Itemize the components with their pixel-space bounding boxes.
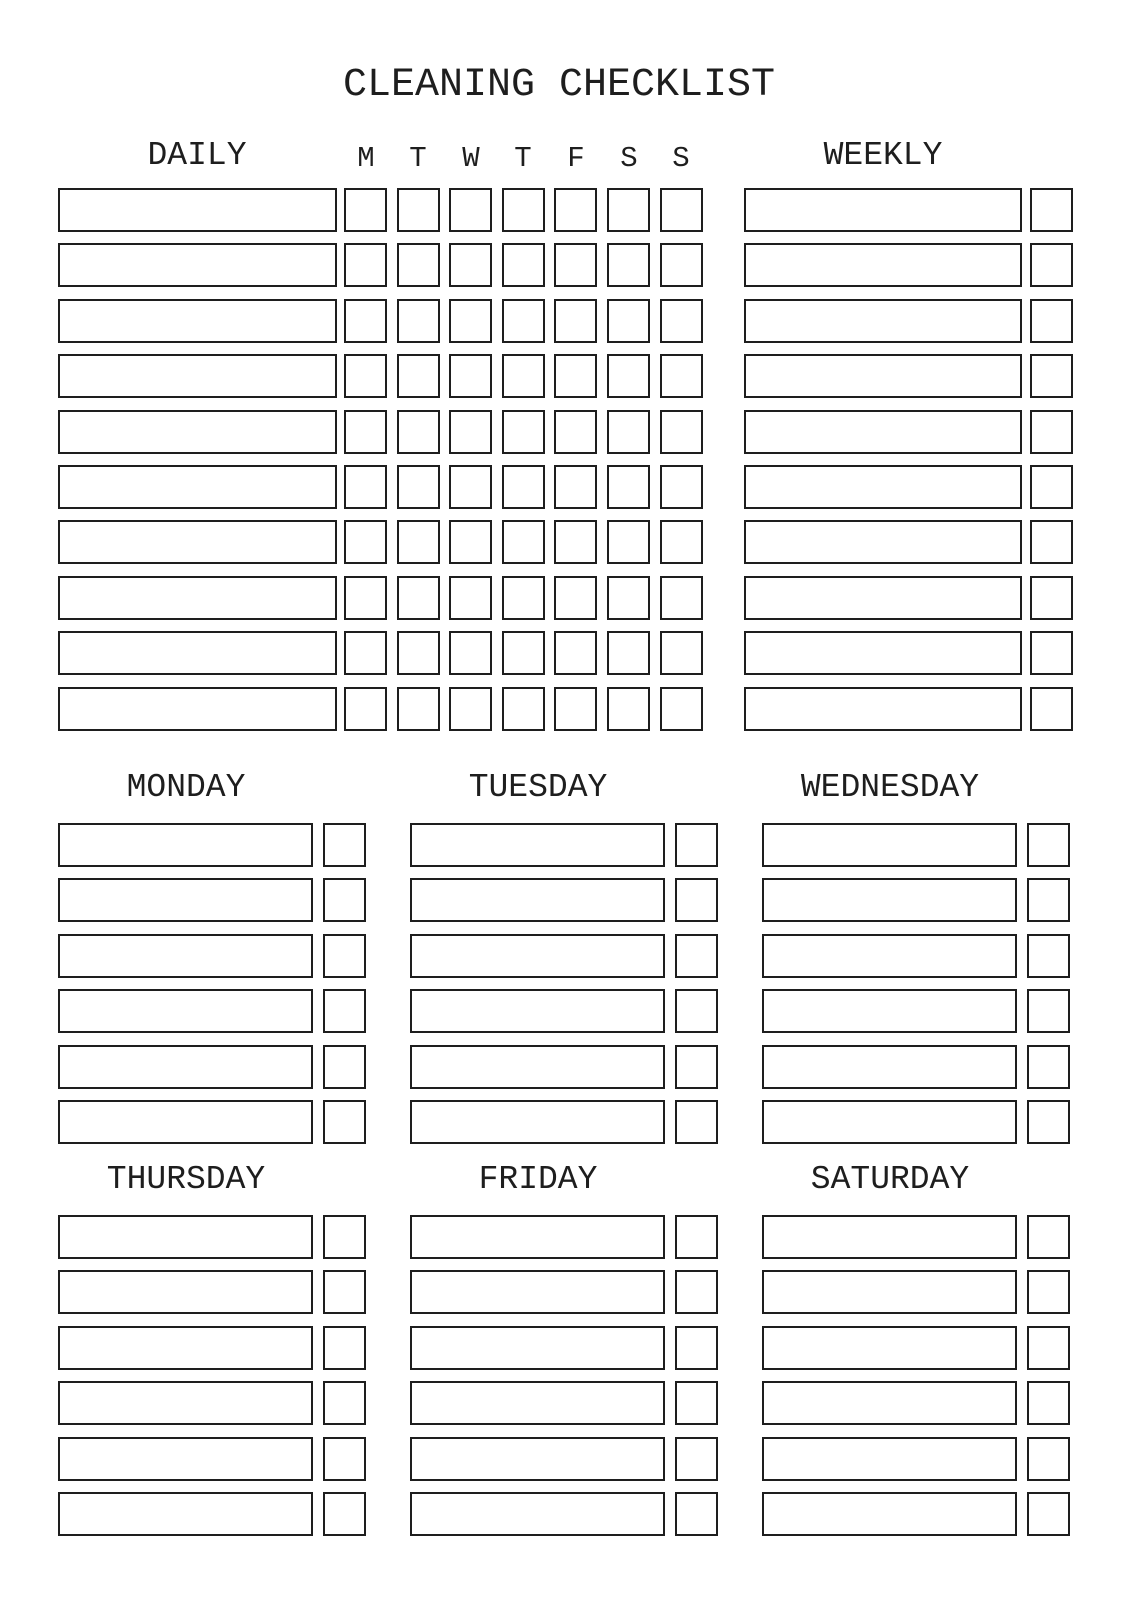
monday-checkbox[interactable] [323,1100,366,1144]
saturday-task-line[interactable] [762,1215,1017,1259]
daily-checkbox-thursday[interactable] [502,299,545,343]
daily-checkbox-row [344,243,703,287]
daily-checkbox-thursday[interactable] [502,188,545,232]
daily-checkbox-wednesday[interactable] [449,410,492,454]
daily-checkbox-wednesday[interactable] [449,687,492,731]
daily-checkbox-saturday[interactable] [607,687,650,731]
thursday-task-line[interactable] [58,1381,313,1425]
tuesday-checkbox[interactable] [675,1100,718,1144]
daily-checkbox-monday[interactable] [344,354,387,398]
monday-checkbox[interactable] [323,823,366,867]
daily-checkbox-thursday[interactable] [502,687,545,731]
thursday-task-list [58,1215,313,1536]
saturday-checkbox[interactable] [1027,1326,1070,1370]
monday-task-list [58,823,313,1144]
wednesday-checkbox[interactable] [1027,1100,1070,1144]
daily-checkbox-row [344,631,703,675]
wednesday-checkbox[interactable] [1027,1045,1070,1089]
daily-checkbox-monday[interactable] [344,631,387,675]
daily-checkbox-sunday[interactable] [660,687,703,731]
monday-checkbox-list [323,823,366,1144]
daily-checkbox-sunday[interactable] [660,243,703,287]
wednesday-checkbox[interactable] [1027,989,1070,1033]
daily-checkbox-friday[interactable] [554,520,597,564]
daily-checkbox-wednesday[interactable] [449,243,492,287]
daily-checkbox-sunday[interactable] [660,354,703,398]
saturday-checkbox[interactable] [1027,1270,1070,1314]
thursday-checkbox-list [323,1215,366,1536]
daily-checkbox-saturday[interactable] [607,299,650,343]
daily-task-line[interactable] [58,410,337,454]
friday-checkbox[interactable] [675,1326,718,1370]
daily-checkbox-thursday[interactable] [502,465,545,509]
friday-checkbox[interactable] [675,1492,718,1536]
thursday-section-header: THURSDAY [106,1161,266,1198]
daily-checkbox-thursday[interactable] [502,410,545,454]
daily-checkbox-sunday[interactable] [660,520,703,564]
day-letter-thursday: T [514,142,532,175]
daily-task-line[interactable] [58,354,337,398]
weekly-checkbox-list [1030,188,1073,731]
daily-checkbox-wednesday[interactable] [449,631,492,675]
daily-checkbox-sunday[interactable] [660,465,703,509]
daily-checkbox-saturday[interactable] [607,188,650,232]
daily-checkbox-friday[interactable] [554,354,597,398]
daily-checkbox-tuesday[interactable] [397,354,440,398]
saturday-task-line[interactable] [762,1381,1017,1425]
daily-checkbox-monday[interactable] [344,687,387,731]
daily-task-line[interactable] [58,299,337,343]
thursday-checkbox[interactable] [323,1492,366,1536]
daily-checkbox-monday[interactable] [344,520,387,564]
tuesday-section-header: TUESDAY [468,769,608,806]
friday-checkbox[interactable] [675,1437,718,1481]
daily-checkbox-sunday[interactable] [660,188,703,232]
friday-task-line[interactable] [410,1381,665,1425]
daily-checkbox-sunday[interactable] [660,410,703,454]
thursday-checkbox[interactable] [323,1326,366,1370]
wednesday-task-line[interactable] [762,1100,1017,1144]
monday-checkbox[interactable] [323,934,366,978]
weekly-task-line[interactable] [744,576,1022,620]
friday-task-list [410,1215,665,1536]
daily-checkbox-wednesday[interactable] [449,576,492,620]
wednesday-task-list [762,823,1017,1144]
friday-checkbox[interactable] [675,1381,718,1425]
monday-checkbox[interactable] [323,989,366,1033]
wednesday-task-line[interactable] [762,989,1017,1033]
tuesday-checkbox-list [675,823,718,1144]
daily-checkbox-monday[interactable] [344,243,387,287]
daily-checkbox-grid [344,188,703,731]
tuesday-checkbox[interactable] [675,823,718,867]
saturday-checkbox-list [1027,1215,1070,1536]
weekly-task-line[interactable] [744,631,1022,675]
weekly-task-list [744,188,1022,731]
saturday-task-line[interactable] [762,1492,1017,1536]
daily-task-line[interactable] [58,576,337,620]
wednesday-section-header: WEDNESDAY [800,769,980,806]
monday-task-line[interactable] [58,989,313,1033]
daily-checkbox-wednesday[interactable] [449,465,492,509]
monday-section-header: MONDAY [126,769,246,806]
daily-checkbox-saturday[interactable] [607,410,650,454]
day-letter-saturday: S [620,142,638,175]
daily-task-line[interactable] [58,631,337,675]
daily-checkbox-wednesday[interactable] [449,188,492,232]
daily-checkbox-row [344,354,703,398]
day-letter-friday: F [567,142,585,175]
monday-checkbox[interactable] [323,1045,366,1089]
day-letter-tuesday: T [409,142,427,175]
weekly-checkbox[interactable] [1030,299,1073,343]
weekly-checkbox[interactable] [1030,576,1073,620]
weekly-section-header: WEEKLY [823,137,943,174]
tuesday-task-line[interactable] [410,934,665,978]
daily-section-header: DAILY [147,137,247,174]
tuesday-checkbox[interactable] [675,934,718,978]
friday-task-line[interactable] [410,1270,665,1314]
daily-checkbox-row [344,410,703,454]
daily-checkbox-tuesday[interactable] [397,188,440,232]
monday-checkbox[interactable] [323,878,366,922]
daily-checkbox-friday[interactable] [554,465,597,509]
daily-checkbox-thursday[interactable] [502,354,545,398]
daily-checkbox-thursday[interactable] [502,631,545,675]
page-title: CLEANING CHECKLIST [342,63,776,108]
daily-checkbox-row [344,299,703,343]
daily-checkbox-monday[interactable] [344,410,387,454]
tuesday-checkbox[interactable] [675,989,718,1033]
weekly-checkbox[interactable] [1030,687,1073,731]
daily-task-line[interactable] [58,243,337,287]
weekly-task-line[interactable] [744,188,1022,232]
thursday-task-line[interactable] [58,1270,313,1314]
daily-task-list [58,188,337,731]
wednesday-task-line[interactable] [762,823,1017,867]
thursday-task-line[interactable] [58,1215,313,1259]
daily-checkbox-saturday[interactable] [607,465,650,509]
daily-checkbox-sunday[interactable] [660,631,703,675]
day-letter-sunday: S [672,142,690,175]
daily-checkbox-saturday[interactable] [607,576,650,620]
tuesday-task-line[interactable] [410,1100,665,1144]
daily-checkbox-friday[interactable] [554,576,597,620]
saturday-checkbox[interactable] [1027,1492,1070,1536]
daily-checkbox-tuesday[interactable] [397,520,440,564]
saturday-section-header: SATURDAY [810,1161,970,1198]
daily-checkbox-friday[interactable] [554,299,597,343]
tuesday-task-list [410,823,665,1144]
saturday-task-line[interactable] [762,1270,1017,1314]
wednesday-checkbox[interactable] [1027,934,1070,978]
daily-checkbox-row [344,520,703,564]
wednesday-checkbox-list [1027,823,1070,1144]
weekly-checkbox[interactable] [1030,410,1073,454]
daily-checkbox-friday[interactable] [554,188,597,232]
weekly-task-line[interactable] [744,243,1022,287]
weekly-checkbox[interactable] [1030,354,1073,398]
weekly-task-line[interactable] [744,410,1022,454]
day-letter-monday: M [357,142,375,175]
saturday-checkbox[interactable] [1027,1437,1070,1481]
friday-task-line[interactable] [410,1437,665,1481]
wednesday-task-line[interactable] [762,934,1017,978]
saturday-checkbox[interactable] [1027,1381,1070,1425]
daily-checkbox-friday[interactable] [554,410,597,454]
daily-checkbox-saturday[interactable] [607,243,650,287]
thursday-checkbox[interactable] [323,1270,366,1314]
tuesday-checkbox[interactable] [675,878,718,922]
daily-checkbox-monday[interactable] [344,299,387,343]
daily-checkbox-row [344,687,703,731]
daily-checkbox-row [344,188,703,232]
daily-task-line[interactable] [58,465,337,509]
thursday-task-line[interactable] [58,1437,313,1481]
daily-checkbox-monday[interactable] [344,576,387,620]
daily-checkbox-friday[interactable] [554,631,597,675]
daily-checkbox-saturday[interactable] [607,354,650,398]
daily-checkbox-tuesday[interactable] [397,576,440,620]
weekly-checkbox[interactable] [1030,243,1073,287]
daily-checkbox-thursday[interactable] [502,243,545,287]
tuesday-task-line[interactable] [410,878,665,922]
weekly-checkbox[interactable] [1030,465,1073,509]
daily-checkbox-saturday[interactable] [607,631,650,675]
daily-checkbox-thursday[interactable] [502,576,545,620]
daily-task-line[interactable] [58,188,337,232]
wednesday-task-line[interactable] [762,878,1017,922]
day-letter-wednesday: W [462,142,480,175]
tuesday-task-line[interactable] [410,823,665,867]
friday-checkbox[interactable] [675,1270,718,1314]
thursday-checkbox[interactable] [323,1215,366,1259]
weekly-task-line[interactable] [744,354,1022,398]
wednesday-checkbox[interactable] [1027,878,1070,922]
weekly-task-line[interactable] [744,520,1022,564]
weekly-checkbox[interactable] [1030,520,1073,564]
saturday-task-line[interactable] [762,1326,1017,1370]
daily-checkbox-saturday[interactable] [607,520,650,564]
weekly-task-line[interactable] [744,465,1022,509]
daily-checkbox-monday[interactable] [344,465,387,509]
daily-checkbox-tuesday[interactable] [397,631,440,675]
wednesday-task-line[interactable] [762,1045,1017,1089]
daily-checkbox-sunday[interactable] [660,576,703,620]
tuesday-checkbox[interactable] [675,1045,718,1089]
weekly-checkbox[interactable] [1030,631,1073,675]
saturday-task-list [762,1215,1017,1536]
monday-task-line[interactable] [58,878,313,922]
weekly-checkbox[interactable] [1030,188,1073,232]
friday-task-line[interactable] [410,1215,665,1259]
thursday-task-line[interactable] [58,1326,313,1370]
daily-checkbox-tuesday[interactable] [397,243,440,287]
daily-checkbox-sunday[interactable] [660,299,703,343]
daily-checkbox-wednesday[interactable] [449,299,492,343]
friday-checkbox[interactable] [675,1215,718,1259]
daily-checkbox-friday[interactable] [554,687,597,731]
weekly-task-line[interactable] [744,299,1022,343]
thursday-task-line[interactable] [58,1492,313,1536]
daily-task-line[interactable] [58,520,337,564]
friday-task-line[interactable] [410,1492,665,1536]
saturday-task-line[interactable] [762,1437,1017,1481]
thursday-checkbox[interactable] [323,1437,366,1481]
thursday-checkbox[interactable] [323,1381,366,1425]
daily-checkbox-row [344,465,703,509]
daily-checkbox-wednesday[interactable] [449,354,492,398]
friday-task-line[interactable] [410,1326,665,1370]
daily-checkbox-wednesday[interactable] [449,520,492,564]
friday-section-header: FRIDAY [478,1161,598,1198]
daily-checkbox-row [344,576,703,620]
monday-task-line[interactable] [58,1045,313,1089]
daily-checkbox-tuesday[interactable] [397,299,440,343]
friday-checkbox-list [675,1215,718,1536]
daily-checkbox-friday[interactable] [554,243,597,287]
daily-checkbox-thursday[interactable] [502,520,545,564]
daily-checkbox-tuesday[interactable] [397,687,440,731]
daily-checkbox-tuesday[interactable] [397,465,440,509]
monday-task-line[interactable] [58,823,313,867]
saturday-checkbox[interactable] [1027,1215,1070,1259]
wednesday-checkbox[interactable] [1027,823,1070,867]
monday-task-line[interactable] [58,934,313,978]
weekly-task-line[interactable] [744,687,1022,731]
tuesday-task-line[interactable] [410,989,665,1033]
monday-task-line[interactable] [58,1100,313,1144]
daily-checkbox-tuesday[interactable] [397,410,440,454]
tuesday-task-line[interactable] [410,1045,665,1089]
daily-task-line[interactable] [58,687,337,731]
daily-checkbox-monday[interactable] [344,188,387,232]
